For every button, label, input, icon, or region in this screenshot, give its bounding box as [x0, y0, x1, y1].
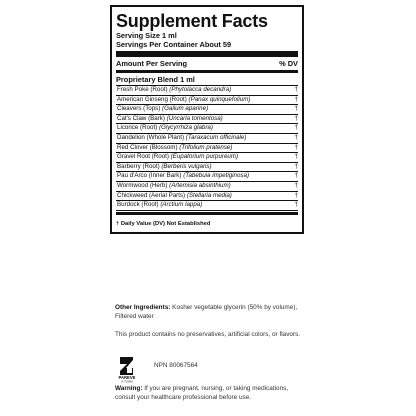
- ingredient-row: [116, 192, 298, 202]
- ingredient-name: [117, 124, 288, 133]
- logo-subtext: K-TOWN: [121, 379, 133, 383]
- supplement-facts-panel: [110, 5, 304, 234]
- ingredient-row: [116, 134, 298, 144]
- ingredient-name: [117, 192, 288, 201]
- warning-statement: [115, 385, 305, 402]
- ingredient-name: [117, 115, 288, 124]
- ingredient-row: [116, 163, 298, 173]
- ingredient-common-name: Barberry (Root): [117, 162, 162, 170]
- warning-label: Warning:: [115, 385, 143, 392]
- ingredient-dv: †: [294, 191, 298, 199]
- ingredient-latin-name: (Galium aparine): [162, 105, 209, 113]
- ingredient-latin-name: (Phytolacca decandra): [169, 86, 232, 93]
- logo-text: PAREVE: [118, 375, 136, 380]
- ingredient-dv: †: [294, 86, 298, 93]
- ingredient-common-name: Licorice (Root): [117, 124, 159, 132]
- ingredient-row: [116, 124, 298, 134]
- ingredient-row: [116, 105, 298, 115]
- ingredient-row: [116, 153, 298, 163]
- ingredient-dv: †: [294, 114, 298, 122]
- ingredient-dv: †: [294, 201, 298, 209]
- ingredient-latin-name: (Stellaria media): [186, 191, 232, 199]
- ingredient-latin-name: (Arctium lappa): [160, 201, 203, 209]
- other-ingredients-text: Kosher vegetable glycerin (50% by volume), Filtered water: [115, 304, 298, 320]
- ingredient-name: [117, 182, 288, 191]
- ingredient-dv: †: [294, 153, 298, 161]
- amount-per-serving-label: Amount Per Serving: [116, 59, 188, 68]
- ingredient-name: [117, 86, 288, 95]
- ingredient-dv: †: [294, 133, 298, 141]
- ingredient-row: [116, 172, 298, 182]
- ingredient-latin-name: (Berberis vulgaris): [161, 162, 212, 170]
- ingredient-common-name: Gravel Root (Root): [117, 153, 171, 161]
- ingredient-row: [116, 201, 298, 211]
- ingredient-latin-name: (Artemisia absinthium): [169, 181, 231, 189]
- ingredient-latin-name: (Taraxacum officinale): [185, 133, 247, 141]
- ingredient-common-name: Chickweed (Aerial Parts): [117, 191, 187, 199]
- daily-value-footnote: † Daily Value (DV) Not Established: [116, 212, 298, 229]
- ingredient-dv: †: [294, 162, 298, 170]
- ingredient-latin-name: (Panax quinquefolium): [188, 95, 251, 103]
- ingredient-latin-name: (Tabebuia impetiginosa): [183, 172, 249, 180]
- ingredient-name: [117, 172, 288, 181]
- ingredient-name: [117, 163, 288, 172]
- ingredient-row: [116, 182, 298, 192]
- preservatives-statement: This product contains no preservatives, artificial colors, or flavors.: [115, 331, 301, 338]
- ingredient-common-name: Fresh Poke (Root): [117, 86, 170, 93]
- ingredient-name: [117, 153, 288, 162]
- ingredient-dv: †: [294, 95, 298, 103]
- panel-title: Supplement Facts: [116, 11, 268, 31]
- ingredient-common-name: Pau d'Arco (Inner Bark): [117, 172, 184, 180]
- ingredient-row: [116, 144, 298, 154]
- kosher-pareve-logo-icon: [117, 356, 137, 383]
- ingredient-common-name: American Ginseng (Root): [117, 95, 189, 103]
- thick-divider: [116, 51, 298, 57]
- ingredient-dv: †: [294, 124, 298, 132]
- other-ingredients-label: Other Ingredients:: [115, 304, 171, 311]
- ingredient-name: [117, 96, 288, 105]
- ingredient-name: [117, 201, 288, 210]
- ingredient-latin-name: (Uncaria tomentosa): [166, 114, 223, 122]
- ingredient-dv: †: [294, 172, 298, 180]
- ingredient-name: [117, 144, 288, 153]
- other-ingredients: [115, 304, 305, 321]
- column-header: [116, 59, 298, 69]
- ingredient-common-name: Cat's Claw (Bark): [117, 114, 167, 122]
- ingredient-latin-name: (Trifolium pratense): [179, 143, 233, 151]
- npn-number: NPN 80067564: [154, 362, 198, 369]
- ingredient-common-name: Red Clover (Blossom): [117, 143, 180, 151]
- ingredient-dv: †: [294, 143, 298, 151]
- ingredient-name: [117, 105, 288, 114]
- warning-text: If you are pregnant, nursing, or taking medications, consult your healthcare professional before use.: [115, 385, 289, 401]
- ingredient-common-name: Dandelion (Whole Plant): [117, 133, 186, 141]
- dv-header-label: % DV: [279, 59, 298, 68]
- ingredient-row: [116, 96, 298, 106]
- serving-size: Serving Size 1 ml: [116, 31, 177, 40]
- ingredient-row: [116, 115, 298, 125]
- ingredient-name: [117, 134, 288, 143]
- medium-divider: [116, 70, 298, 73]
- ingredient-dv: †: [294, 181, 298, 189]
- ingredient-latin-name: (Eupatorium purpureum): [170, 153, 239, 161]
- ingredient-row: [116, 86, 298, 96]
- ingredient-dv: †: [294, 105, 298, 113]
- ingredient-latin-name: (Glycyrrhiza glabra): [158, 124, 213, 132]
- ingredient-common-name: Burdock (Root): [117, 201, 161, 209]
- ingredient-common-name: Cleavers (Tops): [117, 105, 163, 113]
- servings-per-container: Servings Per Container About 59: [116, 40, 232, 49]
- proprietary-blend: Proprietary Blend 1 ml: [116, 75, 298, 86]
- ingredient-common-name: Wormwood (Herb): [117, 181, 170, 189]
- ingredient-list: [116, 86, 298, 211]
